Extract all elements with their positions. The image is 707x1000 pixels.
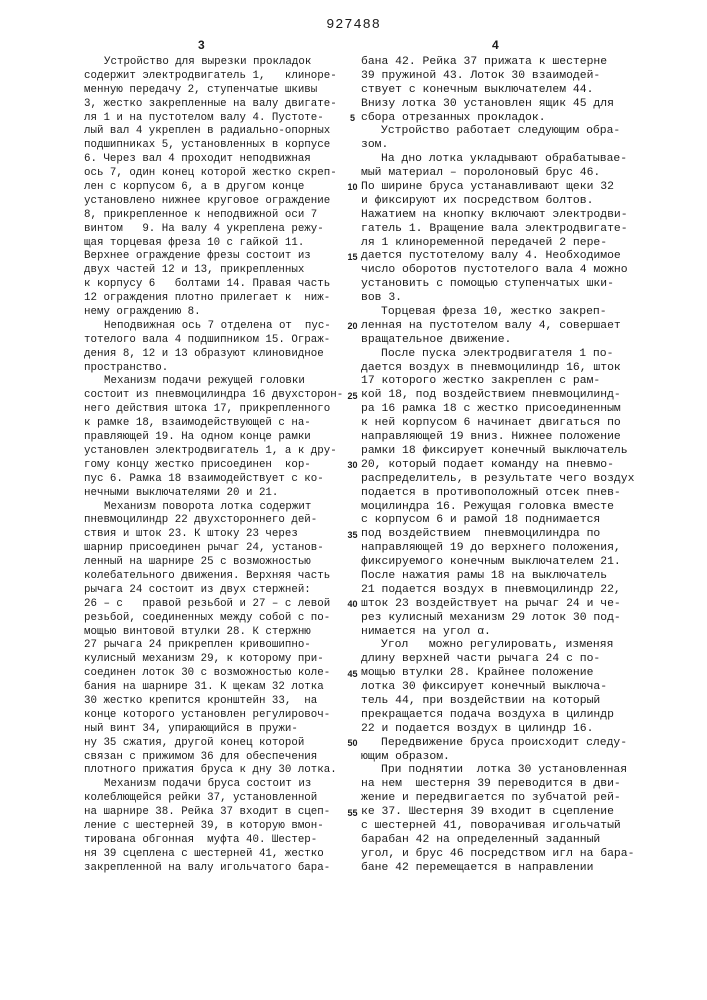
text-line: колеблющейся рейки 37, установленной (84, 792, 343, 806)
paragraph (361, 125, 634, 153)
text-line: Механизм подачи режущей головки (84, 375, 343, 389)
text-line: зом. (361, 139, 634, 153)
text-line: угол, и брус 46 посредством игл на бара- (361, 848, 634, 862)
page-number-left: 3 (198, 38, 205, 52)
text-line: сбора отрезанных прокладок. (361, 112, 634, 126)
text-line: конце которого установлен регулировоч- (84, 709, 343, 723)
text-line: фиксируемого конечным выключателем 21. (361, 556, 634, 570)
text-line: ну 35 сжатия, другой конец которой (84, 737, 343, 751)
paragraph (84, 375, 343, 500)
line-number: 45 (346, 668, 359, 682)
text-line: установить с помощью ступенчатых шки- (361, 278, 634, 292)
text-line: После пуска электродвигателя 1 по- (361, 348, 634, 362)
paragraph (361, 764, 634, 875)
text-line: 8, прикрепленное к неподвижной оси 7 (84, 209, 343, 223)
text-line: рычага 24 состоит из двух стержней: (84, 584, 343, 598)
text-line: ющим образом. (361, 751, 634, 765)
text-line: с шестерней 41, поворачивая игольчатый (361, 820, 634, 834)
text-line: гому концу жестко присоединен кор- (84, 459, 343, 473)
text-line: колебательного движения. Верхняя часть (84, 570, 343, 584)
text-line: под воздействием пневмоцилиндра по (361, 528, 634, 542)
line-number: 25 (346, 390, 359, 404)
text-line: нимается на угол α. (361, 626, 634, 640)
text-line: на шарнире 38. Рейка 37 входит в сцеп- (84, 806, 343, 820)
text-line: Неподвижная ось 7 отделена от пус- (84, 320, 343, 334)
text-line: жение и передвигается по зубчатой рей- (361, 792, 634, 806)
text-line: 39 пружиной 43. Лоток 30 взаимодей- (361, 70, 634, 84)
text-line: барабан 42 на определенный заданный (361, 834, 634, 848)
line-number: 5 (346, 112, 359, 126)
text-line: него действия штока 17, прикрепленного (84, 403, 343, 417)
text-line: ля 1 клиноременной передачей 2 пере- (361, 237, 634, 251)
text-line: дается пустотелому валу 4. Необходимое (361, 250, 634, 264)
text-line: закрепленной на валу игольчатого бара- (84, 862, 343, 876)
text-line: ра 16 рамка 18 с жестко присоединенным (361, 403, 634, 417)
text-line: с корпусом 6 и рамой 18 поднимается (361, 514, 634, 528)
paragraph (361, 56, 634, 125)
text-line: После нажатия рамы 18 на выключатель (361, 570, 634, 584)
paragraph (84, 501, 343, 779)
text-line: подшипниках 5, установленных в корпусе (84, 139, 343, 153)
text-line: связан с прижимом 36 для обеспечения (84, 751, 343, 765)
text-line: и фиксируют их посредством болтов. (361, 195, 634, 209)
line-number: 30 (346, 459, 359, 473)
text-line: установлен электродвигатель 1, а к дру- (84, 445, 343, 459)
right-column (361, 56, 634, 876)
patent-number: 927488 (0, 18, 707, 33)
text-line: пространство. (84, 362, 343, 376)
line-number: 15 (346, 251, 359, 265)
text-line: Внизу лотка 30 установлен ящик 45 для (361, 98, 634, 112)
paragraph (84, 56, 343, 320)
text-line: На дно лотка укладывают обрабатывае- (361, 153, 634, 167)
text-line: По ширине бруса устанавливают щеки 32 (361, 181, 634, 195)
text-line: подается в противоположный отсек пнев- (361, 487, 634, 501)
text-line: ке 37. Шестерня 39 входит в сцепление (361, 806, 634, 820)
text-line: к рамке 18, взаимодействующей с на- (84, 417, 343, 431)
text-line: резьбой, соединенных между собой с по- (84, 612, 343, 626)
text-line: рамки 18 фиксирует конечный выключатель (361, 445, 634, 459)
text-line: ня 39 сцеплена с шестерней 41, жестко (84, 848, 343, 862)
text-line: дается воздух в пневмоцилиндр 16, шток (361, 362, 634, 376)
text-line: распределитель, в результате чего воздух (361, 473, 634, 487)
text-line: Устройство для вырезки прокладок (84, 56, 343, 70)
text-line: 26 – с правой резьбой и 27 – с левой (84, 598, 343, 612)
text-line: число оборотов пустотелого вала 4 можно (361, 264, 634, 278)
text-line: кулисный механизм 29, к которому при- (84, 653, 343, 667)
text-line: к ней корпусом 6 начинает двигаться по (361, 417, 634, 431)
text-line: шарнир присоединен рычаг 24, установ- (84, 542, 343, 556)
line-number: 50 (346, 737, 359, 751)
text-line: 21 подается воздух в пневмоцилиндр 22, (361, 584, 634, 598)
text-line: шток 23 воздействует на рычаг 24 и че- (361, 598, 634, 612)
text-line: 22 и подается воздух в цилиндр 16. (361, 723, 634, 737)
text-line: 3, жестко закрепленные на валу двигате- (84, 98, 343, 112)
text-line: содержит электродвигатель 1, клиноре- (84, 70, 343, 84)
paragraph (361, 306, 634, 348)
text-line: бана 42. Рейка 37 прижата к шестерне (361, 56, 634, 70)
text-line: дения 8, 12 и 13 образуют клиновидное (84, 348, 343, 362)
text-line: Механизм поворота лотка содержит (84, 501, 343, 515)
text-line: ленная на пустотелом валу 4, совершает (361, 320, 634, 334)
line-number: 55 (346, 807, 359, 821)
text-line: тотелого вала 4 подшипником 15. Ограж- (84, 334, 343, 348)
text-line: прекращается подача воздуха в цилиндр (361, 709, 634, 723)
text-line: Нажатием на кнопку включают электродви- (361, 209, 634, 223)
text-line: на нем шестерня 39 переводится в дви- (361, 778, 634, 792)
text-line: бане 42 перемещается в направлении (361, 862, 634, 876)
text-line: плотного прижатия бруса к дну 30 лотка. (84, 764, 343, 778)
paragraph (361, 348, 634, 640)
text-line: гатель 1. Вращение вала электродвигате- (361, 223, 634, 237)
text-line: моцилиндра 16. Режущая головка вместе (361, 501, 634, 515)
text-line: тель 44, при воздействии на который (361, 695, 634, 709)
text-line: вращательное движение. (361, 334, 634, 348)
text-line: ось 7, один конец которой жестко скреп- (84, 167, 343, 181)
text-line: ление с шестерней 39, в которую вмон- (84, 820, 343, 834)
text-line: ленный на шарнире 25 с возможностью (84, 556, 343, 570)
paragraph (84, 320, 343, 376)
text-line: Передвижение бруса происходит следу- (361, 737, 634, 751)
line-number: 20 (346, 320, 359, 334)
text-line: ствия и шток 23. К штоку 23 через (84, 528, 343, 542)
text-line: При поднятии лотка 30 установленная (361, 764, 634, 778)
page-number-right: 4 (492, 38, 499, 52)
text-line: направляющей 19 вниз. Нижнее положение (361, 431, 634, 445)
text-line: лый вал 4 укреплен в радиально-опорных (84, 125, 343, 139)
text-line: Устройство работает следующим обра- (361, 125, 634, 139)
text-line: лен с корпусом 6, а в другом конце (84, 181, 343, 195)
left-column (84, 56, 343, 876)
text-line: пус 6. Рамка 18 взаимодействует с ко- (84, 473, 343, 487)
text-line: направляющей 19 до верхнего положения, (361, 542, 634, 556)
text-line: 17 которого жестко закреплен с рам- (361, 375, 634, 389)
text-line: щая торцевая фреза 10 с гайкой 11. (84, 237, 343, 251)
text-line: двух частей 12 и 13, прикрепленных (84, 264, 343, 278)
text-line: Угол можно регулировать, изменяя (361, 639, 634, 653)
text-line: правляющей 19. На одном конце рамки (84, 431, 343, 445)
text-line: 30 жестко крепится кронштейн 33, на (84, 695, 343, 709)
text-line: установлено нижнее круговое ограждение (84, 195, 343, 209)
paragraph (361, 639, 634, 736)
text-line: менную передачу 2, ступенчатые шкивы (84, 84, 343, 98)
paragraph (361, 737, 634, 765)
line-number: 10 (346, 181, 359, 195)
text-line: рез кулисный механизм 29 лоток 30 под- (361, 612, 634, 626)
text-line: длину верхней части рычага 24 с по- (361, 653, 634, 667)
text-line: ный винт 34, упирающийся в пружи- (84, 723, 343, 737)
text-line: нему ограждению 8. (84, 306, 343, 320)
text-line: тирована обгонная муфта 40. Шестер- (84, 834, 343, 848)
paragraph (84, 778, 343, 875)
text-line: кой 18, под воздействием пневмоцилинд- (361, 389, 634, 403)
text-line: 6. Через вал 4 проходит неподвижная (84, 153, 343, 167)
text-line: пневмоцилиндр 22 двухстороннего дей- (84, 514, 343, 528)
text-line: лотка 30 фиксирует конечный выключа- (361, 681, 634, 695)
line-number: 40 (346, 598, 359, 612)
text-line: соединен лоток 30 с возможностью коле- (84, 667, 343, 681)
text-line: 20, который подает команду на пневмо- (361, 459, 634, 473)
text-line: состоит из пневмоцилиндра 16 двухсторон- (84, 389, 343, 403)
text-line: мощью втулки 28. Крайнее положение (361, 667, 634, 681)
text-line: Механизм подачи бруса состоит из (84, 778, 343, 792)
text-line: ствует с конечным выключателем 44. (361, 84, 634, 98)
text-line: 27 рычага 24 прикреплен кривошипно- (84, 639, 343, 653)
text-line: винтом 9. На валу 4 укреплена режу- (84, 223, 343, 237)
text-line: вов 3. (361, 292, 634, 306)
text-line: нечными выключателями 20 и 21. (84, 487, 343, 501)
text-line: Верхнее ограждение фрезы состоит из (84, 250, 343, 264)
text-line: 12 ограждения плотно прилегает к ниж- (84, 292, 343, 306)
paragraph (361, 153, 634, 306)
text-line: бания на шарнире 31. К щекам 32 лотка (84, 681, 343, 695)
text-line: ля 1 и на пустотелом валу 4. Пустоте- (84, 112, 343, 126)
text-line: к корпусу 6 болтами 14. Правая часть (84, 278, 343, 292)
text-line: Торцевая фреза 10, жестко закреп- (361, 306, 634, 320)
text-line: мый материал – поролоновый брус 46. (361, 167, 634, 181)
text-line: мощью винтовой втулки 28. К стержню (84, 626, 343, 640)
line-number: 35 (346, 529, 359, 543)
